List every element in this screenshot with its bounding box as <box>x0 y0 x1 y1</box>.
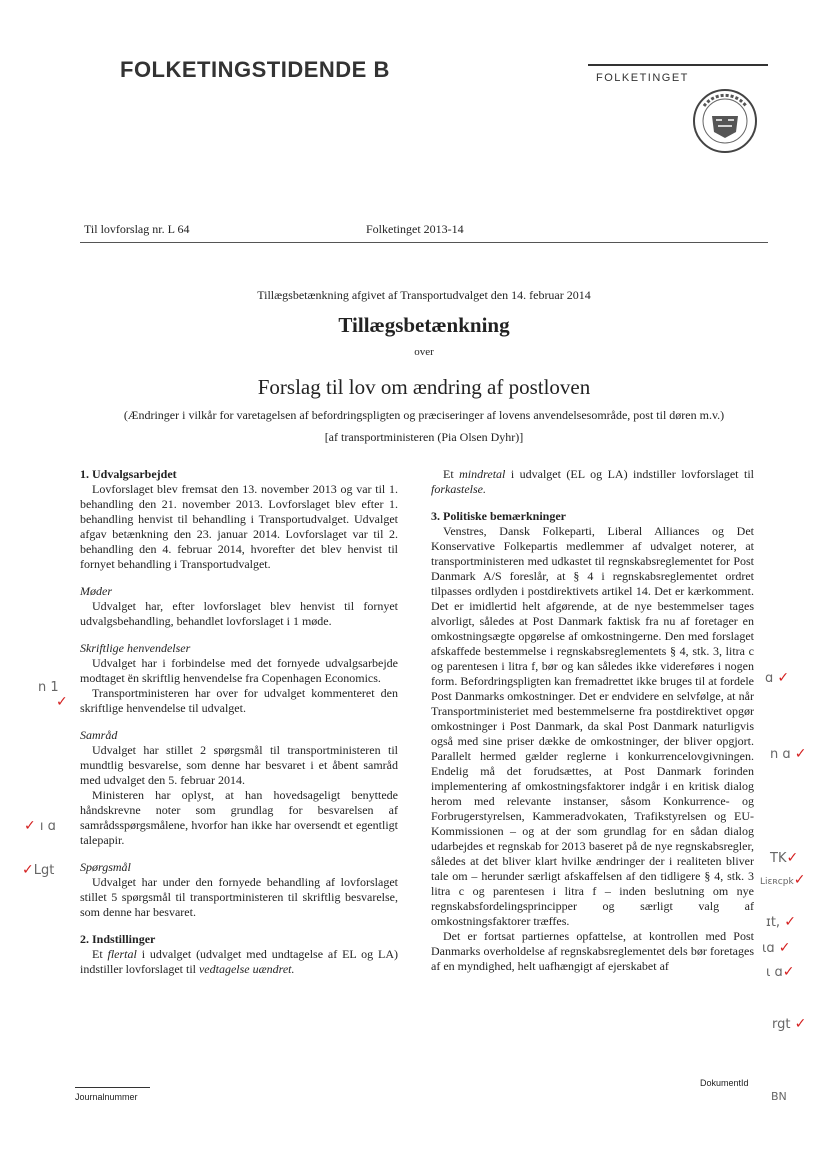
over-label: over <box>414 346 434 358</box>
paragraph: Udvalget har i forbindelse med det fornyede udvalgsarbejde modtaget ën skriftlig henvendelse fra Copenhagen Economics. <box>80 656 398 685</box>
document-id: DokumentId <box>700 1078 749 1088</box>
margin-note: ιɑ ✓ <box>762 940 791 956</box>
journal-number: Journalnummer <box>75 1092 138 1102</box>
margin-note: TK✓ <box>770 850 799 866</box>
right-column <box>431 467 754 974</box>
text: flertal <box>107 947 137 961</box>
paragraph <box>80 947 398 977</box>
margin-note: ✓ ı ɑ <box>24 818 56 834</box>
margin-note: rgt ✓ <box>772 1016 807 1032</box>
bill-changes: (Ændringer i vilkår for varetagelsen af befordringspligten og præciseringer af lovens anvendelsesområde, post til døren m.v.) <box>123 408 725 422</box>
subheading-skriftlige: Skriftlige henvendelser <box>80 641 191 655</box>
margin-note: ɪt, ✓ <box>766 914 796 930</box>
paragraph <box>431 467 754 497</box>
paragraph: Det er fortsat partiernes opfattelse, at kontrollen med Post Danmarks overholdelse af regnskabsreglementet dels bør foretages af en myndighed, helt uafhængigt af ejerskabet af <box>431 929 754 973</box>
org-rule <box>588 64 768 66</box>
section-heading-1: 1. Udvalgsarbejdet <box>80 467 177 481</box>
paragraph: Udvalget har under den fornyede behandling af lovforslaget stillet 5 spørgsmål til transportministeren til skriftlig besvarelse, som denne har besvaret. <box>80 875 398 919</box>
margin-note: ɑ ✓ <box>765 670 790 686</box>
proposer: [af transportministeren (Pia Olsen Dyhr)] <box>324 430 524 444</box>
text: Et <box>92 947 108 961</box>
org-name: FOLKETINGET <box>596 72 689 84</box>
journal-rule <box>75 1087 150 1088</box>
paragraph: Udvalget har, efter lovforslaget blev henvist til fornyet udvalgsbehandling, behandlet lovforslaget i 1 møde. <box>80 599 398 628</box>
subheading-sporgsmal: Spørgsmål <box>80 860 131 874</box>
margin-note: Liɛʀcpk✓ <box>760 872 806 888</box>
text: mindretal <box>459 467 506 481</box>
paragraph: Lovforslaget blev fremsat den 13. november 2013 og var til 1. behandling den 21. november 2013. Lovforslaget blev efter 1. behandling henvist til behandling i Transportudvalget. Udvalget afgav betænkning den 23. januar 2014. Lovforslaget var til 2. behandling den 4. februar 2014, hvorefter det blev henvist til fornyet behandling i Transportudvalget. <box>80 482 398 571</box>
margin-note: n 1 ✓ <box>38 680 68 710</box>
paragraph: Ministeren har oplyst, at han hovedsageligt benyttede håndskrevne noter som grundlag for besvarelsen af samrådsspørgsmålene, hvorfor han ikke har oversendt et egentligt talepapir. <box>80 788 398 847</box>
text: i udvalget (EL og LA) indstiller lovforslaget til <box>505 467 754 481</box>
margin-note: BN <box>771 1090 787 1103</box>
margin-note: ✓Lgt <box>22 862 55 878</box>
paragraph: Transportministeren har over for udvalget kommenteret den skriftlige henvendelse til udvalget. <box>80 686 398 715</box>
text: forkastelse. <box>431 482 486 496</box>
text: vedtagelse uændret. <box>198 962 295 976</box>
text: i udvalget (udvalget med undtagelse af EL og LA) indstiller lovforslaget til <box>80 947 398 976</box>
subheading-samrad: Samråd <box>80 728 118 742</box>
section-heading-2: 2. Indstillinger <box>80 932 156 946</box>
bill-subject: Forslag til lov om ændring af postloven <box>257 375 591 399</box>
margin-note: n ɑ ✓ <box>770 746 807 762</box>
section-heading-3: 3. Politiske bemærkninger <box>431 509 566 523</box>
folketinget-seal-icon <box>692 88 758 154</box>
masthead: FOLKETINGSTIDENDE B <box>120 57 390 82</box>
report-line: Tillægsbetænkning afgivet af Transportudvalget den 14. februar 2014 <box>257 288 591 302</box>
margin-note: ι ɑ✓ <box>766 964 795 980</box>
paragraph: Udvalget har stillet 2 spørgsmål til transportministeren til mundtlig besvarelse, som denne har besvaret i et åbent samråd med udvalget den 5. februar 2014. <box>80 743 398 787</box>
bill-number: Til lovforslag nr. L 64 <box>84 222 190 236</box>
left-column <box>80 467 398 977</box>
paragraph: Venstres, Dansk Folkeparti, Liberal Alliances og Det Konservative Folkepartis medlemmer af udvalget noterer, at transportministeren med udkastet til regnskabsreglementet for Post Danmark A/S foreslår, at § 4 i regnskabsreglementet ordret tilpasses ordlyden i postdirektivets artikel 14. Det er kærkomment. Det er imidlertid helt afgørende, at de nye bestemmelser tages alvorligt, således at Post Danmark faktisk fra nu af foretager en omkostningsægte opgørelse af omkostningerne. Den med forslaget afskaffede bestemmelse i regnskabsreglementets § 4, stk. 3, litra c og parentesen i litra f, bør og kan således ikke videreføres i nogen form. Befordringspligten kan fremadrettet ikke bruges til at fordele Post Danmarks omkostninger. Det er endvidere en selvfølge, at når Transportministeriet med bestemmelserne fra postdirektivet opgør omkostninger i Post Danmark, da skal Post Danmark naturligvis også med sine priser dække de omkostninger, der bliver opgjort. Parallelt hermed gælder reglerne i konkurrencelovgivningen. Endelig må det forudsættes, at Post Danmark forinden implementering af omkostningsfaktorer indgår i en kritisk dialog herom med relevante instanser, såsom Konkurrence- og Forbrugerstyrelsen, Kammeradvokaten, Trafikstyrelsen og EU-Kommissionen – og at der som grundlag for en sådan dialog udarbejdes et regnskab for 2013 baseret på de nye regnskabsregler, således at det bliver klart hvilke ændringer der i realiteten bliver tale om – herunder særligt afskaffelsen af den tidligere § 4, stk. 3 litra c og parentesen i litra f – inden beslutning om nye regnskabsfordelingsprincipper og særligt valg af omkostningsfaktorer træffes. <box>431 524 754 928</box>
subheading-moder: Møder <box>80 584 112 598</box>
text: Et <box>443 467 460 481</box>
header-rule <box>80 242 768 243</box>
session: Folketinget 2013-14 <box>366 222 464 236</box>
report-title: Tillægsbetænkning <box>338 313 510 337</box>
